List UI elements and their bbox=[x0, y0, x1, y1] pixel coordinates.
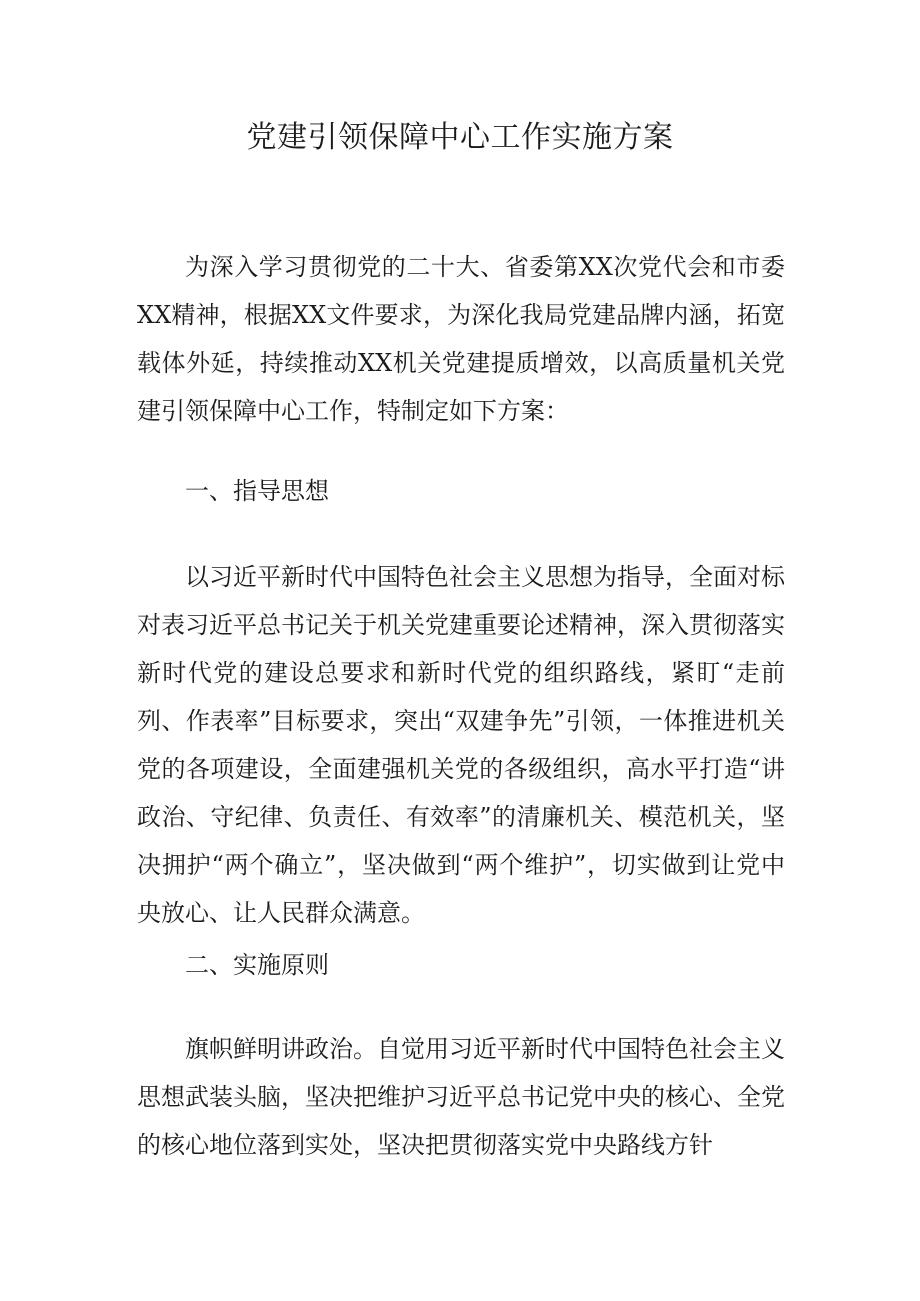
intro-paragraph: 为深入学习贯彻党的二十大、省委第XX次党代会和市委XX精神，根据XX文件要求，为深化我局党建品牌内涵，拓宽载体外延，持续推动XX机关党建提质增效，以高质量机关党建引领保障中心工作，特制定如下方案： bbox=[137, 253, 785, 425]
section-body-guiding-ideology: 以习近平新时代中国特色社会主义思想为指导，全面对标对表习近平总书记关于机关党建重要论述精神，深入贯彻落实新时代党的建设总要求和新时代党的组织路线，紧盯“走前列、作表率”目标要求，突出“双建争先”引领，一体推进机关党的各项建设，全面建强机关党的各级组织，高水平打造“讲政治、守纪律、负责任、有效率”的清廉机关、模范机关，坚决拥护“两个确立”，坚决做到“两个维护”，切实做到让党中央放心、让人民群众满意。 bbox=[137, 563, 785, 927]
section-body-principles: 旗帜鲜明讲政治。自觉用习近平新时代中国特色社会主义思想武装头脑，坚决把维护习近平总书记党中央的核心、全党的核心地位落到实处，坚决把贯彻落实党中央路线方针 bbox=[137, 1035, 785, 1159]
section-heading-guiding-ideology: 一、指导思想 bbox=[185, 477, 329, 505]
section-heading-principles: 二、实施原则 bbox=[185, 951, 329, 979]
document-title: 党建引领保障中心工作实施方案 bbox=[246, 120, 674, 155]
